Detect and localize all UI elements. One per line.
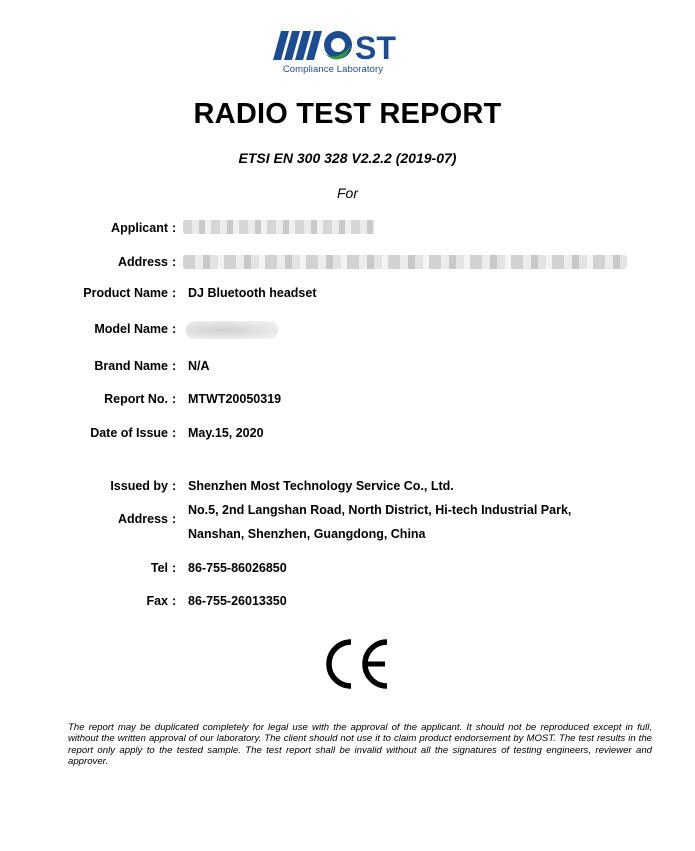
model-name-label: Model Name	[94, 322, 168, 336]
issuer-address-line1: No.5, 2nd Langshan Road, North District, Hi-tech Industrial Park,	[188, 503, 572, 517]
disclaimer-text: The report may be duplicated completely for legal use with the approval of the applicant. It should not be reproduced except in full, without the written approval of our laboratory. The client should not use it to claim product endorsement by MOST. The test results in the report only apply to the tested sample. The test report shall be invalid without all the signatures of testing engineers, reviewer and approver.	[68, 722, 652, 767]
model-name-value-redacted	[186, 321, 278, 339]
date-of-issue-label: Date of Issue	[90, 426, 168, 440]
issuer-address-line2: Nanshan, Shenzhen, Guangdong, China	[188, 527, 426, 541]
applicant-label: Applicant	[111, 221, 168, 235]
address-colon: :	[172, 255, 177, 269]
applicant-colon: :	[172, 221, 177, 235]
fax-value: 86-755-26013350	[188, 594, 287, 608]
report-title: RADIO TEST REPORT	[193, 98, 502, 130]
applicant-value-redacted	[183, 220, 375, 234]
date-of-issue-colon: :	[172, 426, 177, 440]
issuer-address-label: Address	[117, 512, 168, 526]
date-of-issue-value: May.15, 2020	[188, 426, 264, 440]
product-name-label: Product Name	[83, 286, 168, 300]
logo-subtitle: Compliance Laboratory	[282, 64, 384, 75]
for-label: For	[337, 185, 358, 201]
standard-reference: ETSI EN 300 328 V2.2.2 (2019-07)	[238, 150, 457, 166]
model-name-colon: :	[172, 322, 177, 336]
svg-text:ST: ST	[355, 30, 396, 66]
issued-by-label: Issued by	[110, 479, 168, 493]
fax-colon: :	[172, 594, 177, 608]
ce-mark-icon	[318, 638, 392, 690]
report-no-colon: :	[172, 392, 177, 406]
brand-name-colon: :	[172, 359, 177, 373]
address-label: Address	[117, 255, 168, 269]
issued-by-value: Shenzhen Most Technology Service Co., Ltd.	[188, 479, 454, 493]
issuer-address-colon: :	[172, 512, 177, 526]
issued-by-colon: :	[172, 479, 177, 493]
report-no-value: MTWT20050319	[188, 392, 282, 406]
brand-name-label: Brand Name	[94, 359, 168, 373]
product-name-value: DJ Bluetooth headset	[188, 286, 317, 300]
fax-label: Fax	[146, 594, 168, 608]
tel-colon: :	[172, 561, 177, 575]
tel-value: 86-755-86026850	[188, 561, 287, 575]
tel-label: Tel	[150, 561, 168, 575]
brand-name-value: N/A	[188, 359, 210, 373]
product-name-colon: :	[172, 286, 177, 300]
report-no-label: Report No.	[104, 392, 168, 406]
address-value-redacted	[183, 255, 627, 269]
